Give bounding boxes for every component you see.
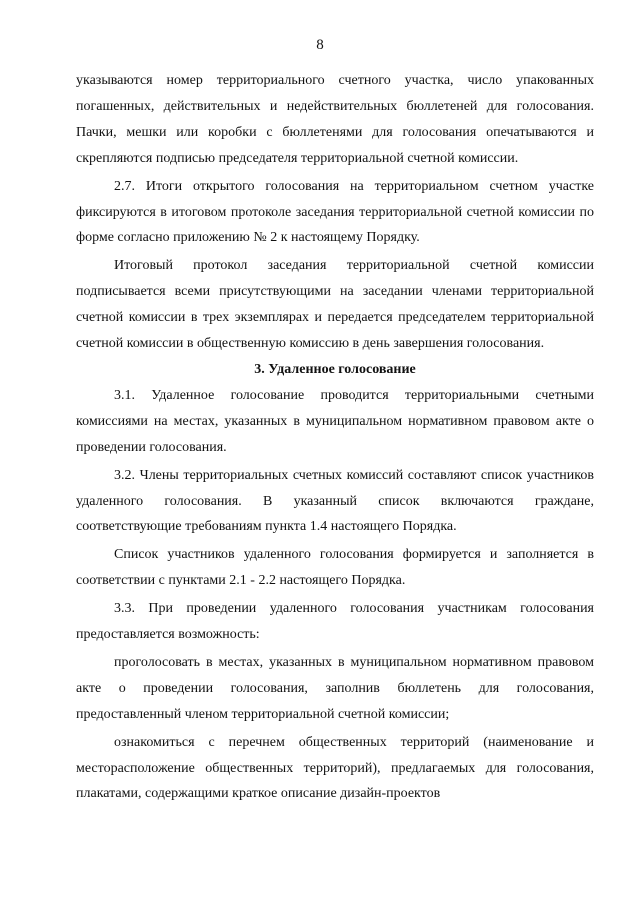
paragraph-2-7: 2.7. Итоги открытого голосования на территориальном счетном участке фиксируются в итоговом протоколе заседания территориальной счетной комиссии по форме согласно приложению № 2 к настоящему Порядку. — [76, 178, 594, 246]
paragraph-participants-list: Список участников удаленного голосования формируется и заполняется в соответствии с пунктами 2.1 - 2.2 настоящего Порядка. — [76, 547, 594, 589]
paragraph-3-2: 3.2. Члены территориальных счетных комиссий составляют список участников удаленного голосования. В указанный список включаются граждане, соответствующие требованиям пункта 1.4 настоящего Порядка. — [76, 467, 594, 535]
section-heading: 3. Удаленное голосование — [254, 361, 416, 377]
paragraph-final-protocol: Итоговый протокол заседания территориальной счетной комиссии подписывается всеми присутствующими на заседании членами территориальной счетной комиссии в трех экземплярах и передается председателем территориальной счетной комиссии в общественную комиссию в день завершения голосования. — [76, 258, 594, 352]
document-body — [76, 68, 594, 807]
page-number: 8 — [316, 37, 324, 53]
paragraph-review-territories: ознакомиться с перечнем общественных территорий (наименование и месторасположение общественных территорий), предлагаемых для голосования, плакатами, содержащими краткое описание дизайн-проектов — [76, 734, 594, 802]
paragraph-vote-in-place: проголосовать в местах, указанных в муниципальном нормативном правовом акте о проведении голосования, заполнив бюллетень для голосования, предоставленный членом территориальной счетной комиссии; — [76, 654, 594, 722]
paragraph-continuation: указываются номер территориального счетного участка, число упакованных погашенных, действительных и недействительных бюллетеней для голосования. Пачки, мешки или коробки с бюллетенями для голосования опечатываются и скрепляются подписью председателя территориальной счетной комиссии. — [76, 73, 594, 166]
paragraph-3-3: 3.3. При проведении удаленного голосования участникам голосования предоставляется возможность: — [76, 601, 594, 643]
paragraph-3-1: 3.1. Удаленное голосование проводится территориальными счетными комиссиями на местах, указанных в муниципальном нормативном правовом акте о проведении голосования. — [76, 387, 594, 455]
